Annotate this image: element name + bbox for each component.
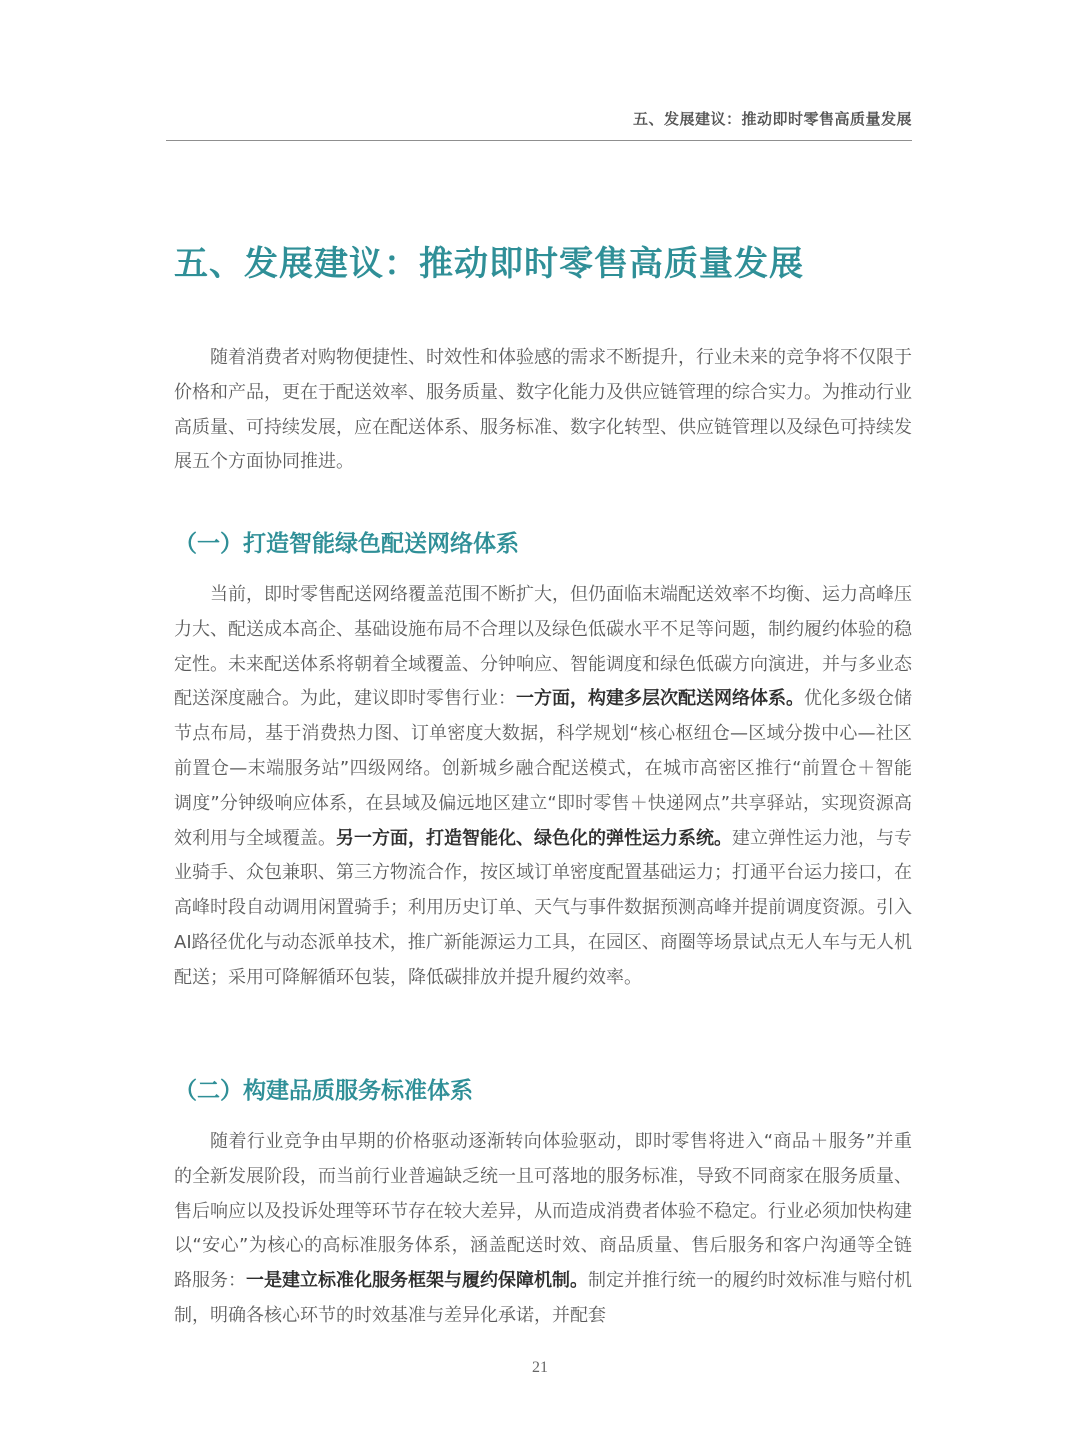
section-1-paragraph	[174, 578, 912, 996]
section-1-emphasis-a: 一方面，构建多层次配送网络体系。	[516, 688, 804, 710]
header-divider	[166, 140, 912, 141]
section-2-emphasis-a: 一是建立标准化服务框架与履约保障机制。	[246, 1270, 588, 1292]
section-1-text-a: 当前，即时零售配送网络覆盖范围不断扩大，但仍面临末端配送效率不均衡、运力高峰压力大、配送成本高企、基础设施布局不合理以及绿色低碳水平不足等问题，制约履约体验的稳定性。未来配送体系将朝着全域覆盖、分钟响应、智能调度和绿色低碳方向演进，并与多业态配送深度融合。为此，建议即时零售行业：	[174, 584, 912, 710]
running-header: 五、发展建议：推动即时零售高质量发展	[632, 110, 912, 128]
intro-paragraph: 随着消费者对购物便捷性、时效性和体验感的需求不断提升，行业未来的竞争将不仅限于价格和产品，更在于配送效率、服务质量、数字化能力及供应链管理的综合实力。为推动行业高质量、可持续发展，应在配送体系、服务标准、数字化转型、供应链管理以及绿色可持续发展五个方面协同推进。	[174, 347, 912, 473]
section-2-text-a: 随着行业竞争由早期的价格驱动逐渐转向体验驱动，即时零售将进入“商品＋服务”并重的全新发展阶段，而当前行业普遍缺乏统一且可落地的服务标准，导致不同商家在服务质量、售后响应以及投诉处理等环节存在较大差异，从而造成消费者体验不稳定。行业必须加快构建以“安心”为核心的高标准服务体系，涵盖配送时效、商品质量、售后服务和客户沟通等全链路服务：	[174, 1131, 912, 1292]
section-1-text-c: 建立弹性运力池，与专业骑手、众包兼职、第三方物流合作，按区域订单密度配置基础运力；打通平台运力接口，在高峰时段自动调用闲置骑手；利用历史订单、天气与事件数据预测高峰并提前调度资源。引入AI路径优化与动态派单技术，推广新能源运力工具，在园区、商圈等场景试点无人车与无人机配送；采用可降解循环包装，降低碳排放并提升履约效率。	[174, 827, 912, 988]
section-heading-2: （二）构建品质服务标准体系	[174, 1078, 473, 1104]
section-1-text-b: 优化多级仓储节点布局，基于消费热力图、订单密度大数据，科学规划“核心枢纽仓—区域分拨中心—社区前置仓—末端服务站”四级网络。创新城乡融合配送模式，在城市高密区推行“前置仓＋智能调度”分钟级响应体系，在县域及偏远地区建立“即时零售＋快递网点”共享驿站，实现资源高效利用与全域覆盖。	[174, 688, 912, 849]
section-2-paragraph	[174, 1125, 912, 1334]
section-heading-1: （一）打造智能绿色配送网络体系	[174, 531, 519, 557]
page-number: 21	[532, 1359, 548, 1376]
section-1-emphasis-b: 另一方面，打造智能化、绿色化的弹性运力系统。	[336, 827, 732, 849]
chapter-title: 五、发展建议：推动即时零售高质量发展	[174, 244, 804, 284]
section-2-text-b: 制定并推行统一的履约时效标准与赔付机制，明确各核心环节的时效基准与差异化承诺，并配套	[174, 1270, 912, 1326]
